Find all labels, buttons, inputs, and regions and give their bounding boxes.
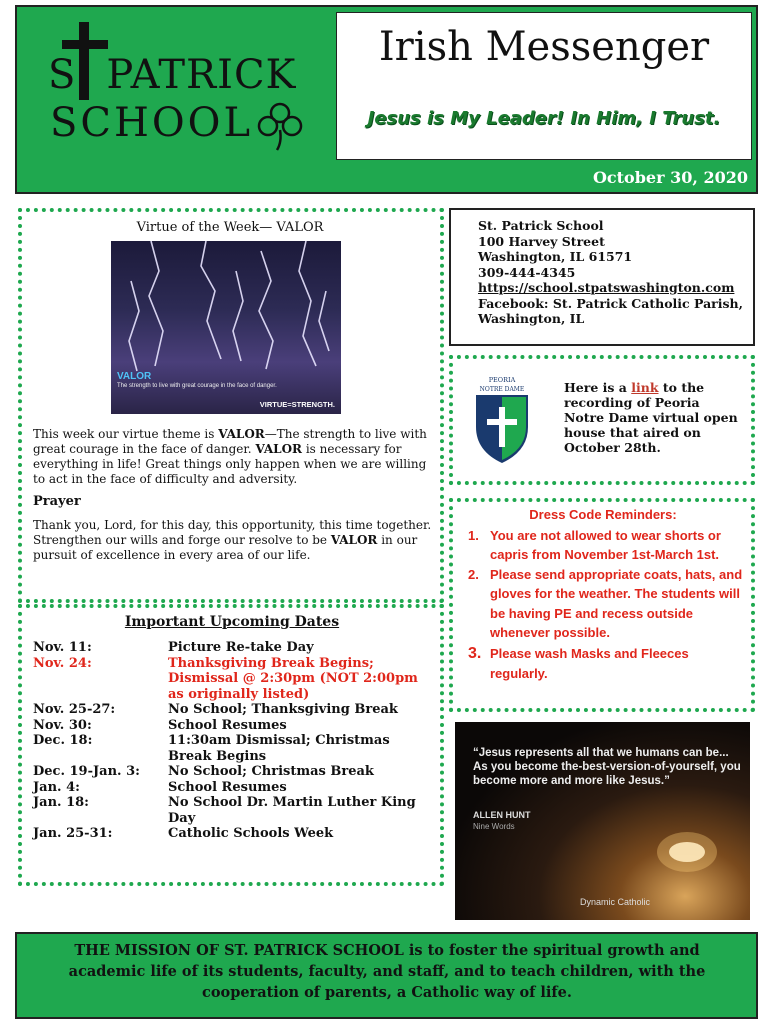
dress-code-title: Dress Code Reminders: [529,507,677,522]
date-row [33,764,428,780]
date-label: Jan. 4: [33,779,80,795]
date-label: Jan. 25-31: [33,826,113,841]
facebook-info: Facebook: St. Patrick Catholic Parish, Washington, IL [478,295,743,326]
image-word: VALOR [117,371,152,382]
date-event: School Resumes [168,717,287,733]
list-item: 1. You are not allowed to wear shorts or capris from November 1st-March 1st. [468,528,721,563]
city-address: Washington, IL 61571 [478,249,633,264]
date-label: Nov. 11: [33,640,92,655]
svg-text:NOTRE DAME: NOTRE DAME [479,386,525,393]
date-event: No School; Christmas Break [168,764,374,779]
website-link[interactable]: https://school.stpatswashington.com [478,280,735,295]
logo-text-line1: S PATRICK [48,52,297,98]
notre-dame-shield-icon [472,375,532,465]
date-row [33,733,428,764]
date-label: Jan. 18: [33,795,89,810]
notre-dame-text: Here is a link to the recording of Peoria Notre Dame virtual open house that aired on October 28th. [564,380,738,455]
prayer-text: Thank you, Lord, for this day, this opportunity, this time together. Strengthen our wills and forge our resolve to be VALOR in our pursuit of excellence in every area of our life. [33,518,432,562]
quote-author: ALLEN HUNT [473,810,531,820]
date-event: 11:30am Dismissal; Christmas Break Begins [168,733,390,764]
dates-title: Important Upcoming Dates [124,614,340,630]
date-row [33,640,428,656]
logo-text-line2: SCHOOL [50,100,254,146]
date-event: School Resumes [168,779,287,795]
school-motto: Jesus is My Leader! In Him, I Trust. [367,108,721,129]
street-address: 100 Harvey Street [478,233,605,249]
date-event: Thanksgiving Break Begins; Dismissal @ 2:30pm (NOT 2:00pm as originally listed) [168,655,418,702]
date-row [33,795,428,826]
image-caption: The strength to live with great courage in the face of danger. [117,383,277,389]
shamrock-icon [255,100,305,152]
date-label: Nov. 25-27: [33,702,116,717]
date-row [33,780,428,796]
list-item: 2. Please send appropriate coats, hats, and gloves for the weather. The students will be having PE and recess outside whenever possible. [468,566,743,641]
open-house-link[interactable]: link [631,380,659,395]
date-label: Dec. 19-Jan. 3: [33,764,140,779]
quote-book: Nine Words [473,822,515,831]
dress-code-list [468,526,748,683]
issue-date: October 30, 2020 [592,168,748,187]
date-label: Dec. 18: [33,733,93,748]
list-item: 3. Please wash Masks and Fleeces regularly. [468,645,689,681]
phone-number: 309-444-4345 [478,264,576,280]
newsletter-title: Irish Messenger [378,24,710,70]
school-name: St. Patrick School [478,218,604,233]
date-event: No School Dr. Martin Luther King Day [168,795,416,826]
svg-text:PEORIA: PEORIA [488,376,516,384]
lightning-image [111,241,341,414]
date-label: Nov. 24: [33,655,92,671]
date-event: Picture Re-take Day [168,640,314,655]
date-row [33,826,428,842]
contact-info [478,218,748,327]
date-row [33,702,428,718]
virtue-description: This week our virtue theme is VALOR—The strength to live with great courage in the face of danger. VALOR is necessary for everything in life! Great things only happen when we are willing to act in the face of difficulty and adversity. [33,427,427,486]
quote-text: “Jesus represents all that we humans can be... As you become the-best-version-of-yourself, you become more and more like Jesus.” [473,747,741,787]
virtue-title: Virtue of the Week— VALOR [136,220,324,235]
prayer-heading: Prayer [33,494,81,509]
date-row [33,718,428,734]
image-tagline: VIRTUE=STRENGTH. [259,400,335,409]
date-event: Catholic Schools Week [168,826,334,841]
date-label: Nov. 30: [33,717,92,733]
mission-statement: THE MISSION OF ST. PATRICK SCHOOL is to foster the spiritual growth and academic life of its students, faculty, and staff, and to teach children, with the cooperation of parents, a Catholic way of life. [68,942,706,1001]
date-row [33,656,428,703]
dates-table [33,640,428,842]
date-event: No School; Thanksgiving Break [168,702,398,717]
quote-brand: Dynamic Catholic [580,897,651,907]
